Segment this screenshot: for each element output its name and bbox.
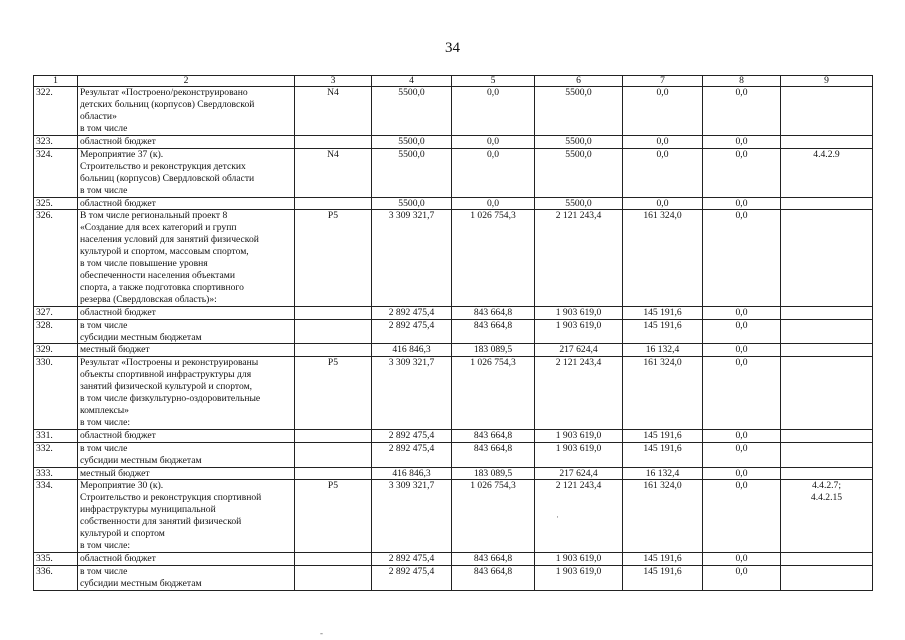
- value-cell-col8: 0,0: [703, 344, 781, 357]
- value-cell-col6: 217 624,4: [535, 467, 623, 480]
- value-cell-col5: 843 664,8: [452, 429, 535, 442]
- value-cell-col4: 2 892 475,4: [372, 442, 452, 467]
- value-cell-col8: 0,0: [703, 429, 781, 442]
- code-cell: [295, 344, 372, 357]
- header-cell: 5: [452, 76, 535, 87]
- value-cell-col5: 843 664,8: [452, 442, 535, 467]
- header-cell: 1: [34, 76, 78, 87]
- row-number-cell: 325.: [34, 197, 78, 210]
- value-cell-col6: 1 903 619,0: [535, 306, 623, 319]
- description-cell: в том числе субсидии местным бюджетам: [78, 442, 295, 467]
- value-cell-col5: 843 664,8: [452, 565, 535, 590]
- value-cell-col8: 0,0: [703, 210, 781, 306]
- value-cell-col8: 0,0: [703, 467, 781, 480]
- header-cell: 8: [703, 76, 781, 87]
- value-cell-col6: 1 903 619,0: [535, 565, 623, 590]
- value-cell-col5: 1 026 754,3: [452, 480, 535, 552]
- reference-cell: [781, 552, 873, 565]
- value-cell-col6: 1 903 619,0: [535, 319, 623, 344]
- code-cell: P5: [295, 210, 372, 306]
- row-number-cell: 323.: [34, 136, 78, 149]
- description-cell: в том числе субсидии местным бюджетам: [78, 565, 295, 590]
- description-cell: областной бюджет: [78, 552, 295, 565]
- value-cell-col5: 843 664,8: [452, 306, 535, 319]
- row-number-cell: 335.: [34, 552, 78, 565]
- code-cell: [295, 467, 372, 480]
- code-cell: [295, 552, 372, 565]
- value-cell-col4: 5500,0: [372, 87, 452, 136]
- code-cell: [295, 306, 372, 319]
- table-row: [34, 136, 873, 149]
- code-cell: [295, 319, 372, 344]
- table-body: [34, 76, 873, 591]
- value-cell-col6: 2 121 243,4: [535, 357, 623, 429]
- value-cell-col5: 0,0: [452, 87, 535, 136]
- value-cell-col4: 3 309 321,7: [372, 480, 452, 552]
- value-cell-col4: 5500,0: [372, 148, 452, 197]
- value-cell-col6: 5500,0: [535, 148, 623, 197]
- table-row: [34, 467, 873, 480]
- value-cell-col7: 145 191,6: [623, 429, 703, 442]
- table-row: [34, 306, 873, 319]
- description-cell: областной бюджет: [78, 306, 295, 319]
- description-cell: Мероприятие 37 (к). Строительство и реконструкция детских больниц (корпусов) Свердловской области в том числе: [78, 148, 295, 197]
- value-cell-col8: 0,0: [703, 197, 781, 210]
- reference-cell: [781, 136, 873, 149]
- row-number-cell: 328.: [34, 319, 78, 344]
- table-row: [34, 442, 873, 467]
- description-cell: областной бюджет: [78, 197, 295, 210]
- value-cell-col7: 145 191,6: [623, 319, 703, 344]
- row-number-cell: 330.: [34, 357, 78, 429]
- table-row: [34, 148, 873, 197]
- table-row: [34, 565, 873, 590]
- value-cell-col6: 5500,0: [535, 197, 623, 210]
- value-cell-col4: 416 846,3: [372, 467, 452, 480]
- description-cell: Результат «Построены и реконструированы объекты спортивной инфраструктуры для занятий физической культурой и спортом, в том числе физкультурно-оздоровительные комплексы» в том числе:: [78, 357, 295, 429]
- code-cell: N4: [295, 87, 372, 136]
- value-cell-col7: 0,0: [623, 197, 703, 210]
- row-number-cell: 329.: [34, 344, 78, 357]
- page-number: 34: [445, 40, 460, 56]
- value-cell-col4: 2 892 475,4: [372, 319, 452, 344]
- row-number-cell: 331.: [34, 429, 78, 442]
- reference-cell: [781, 357, 873, 429]
- value-cell-col7: 161 324,0: [623, 480, 703, 552]
- value-cell-col7: 161 324,0: [623, 357, 703, 429]
- row-number-cell: 333.: [34, 467, 78, 480]
- value-cell-col5: 0,0: [452, 136, 535, 149]
- row-number-cell: 334.: [34, 480, 78, 552]
- table-row: [34, 210, 873, 306]
- value-cell-col4: 3 309 321,7: [372, 210, 452, 306]
- reference-cell: 4.4.2.9: [781, 148, 873, 197]
- value-cell-col4: 416 846,3: [372, 344, 452, 357]
- value-cell-col5: 1 026 754,3: [452, 210, 535, 306]
- table-row: [34, 197, 873, 210]
- table-row: [34, 480, 873, 552]
- reference-cell: 4.4.2.7; 4.4.2.15: [781, 480, 873, 552]
- code-cell: [295, 197, 372, 210]
- reference-cell: [781, 565, 873, 590]
- value-cell-col7: 145 191,6: [623, 442, 703, 467]
- row-number-cell: 324.: [34, 148, 78, 197]
- value-cell-col7: 145 191,6: [623, 565, 703, 590]
- code-cell: [295, 136, 372, 149]
- scan-speck: -: [320, 628, 323, 638]
- header-cell: 2: [78, 76, 295, 87]
- header-cell: 7: [623, 76, 703, 87]
- value-cell-col7: 0,0: [623, 148, 703, 197]
- value-cell-col5: 1 026 754,3: [452, 357, 535, 429]
- table-row: [34, 429, 873, 442]
- value-cell-col4: 3 309 321,7: [372, 357, 452, 429]
- description-cell: областной бюджет: [78, 429, 295, 442]
- table-row: [34, 319, 873, 344]
- code-cell: P5: [295, 480, 372, 552]
- scan-speck: ·: [556, 512, 559, 522]
- reference-cell: [781, 319, 873, 344]
- value-cell-col6: 2 121 243,4: [535, 480, 623, 552]
- value-cell-col8: 0,0: [703, 87, 781, 136]
- value-cell-col5: 0,0: [452, 197, 535, 210]
- value-cell-col8: 0,0: [703, 148, 781, 197]
- value-cell-col8: 0,0: [703, 357, 781, 429]
- row-number-cell: 326.: [34, 210, 78, 306]
- row-number-cell: 332.: [34, 442, 78, 467]
- value-cell-col4: 5500,0: [372, 136, 452, 149]
- code-cell: [295, 442, 372, 467]
- reference-cell: [781, 210, 873, 306]
- value-cell-col7: 16 132,4: [623, 344, 703, 357]
- value-cell-col6: 1 903 619,0: [535, 442, 623, 467]
- budget-table: [33, 75, 873, 591]
- header-cell: 3: [295, 76, 372, 87]
- reference-cell: [781, 442, 873, 467]
- reference-cell: [781, 197, 873, 210]
- value-cell-col8: 0,0: [703, 306, 781, 319]
- code-cell: P5: [295, 357, 372, 429]
- value-cell-col8: 0,0: [703, 136, 781, 149]
- value-cell-col7: 161 324,0: [623, 210, 703, 306]
- value-cell-col6: 1 903 619,0: [535, 429, 623, 442]
- code-cell: [295, 429, 372, 442]
- table-row: [34, 552, 873, 565]
- value-cell-col6: 217 624,4: [535, 344, 623, 357]
- value-cell-col4: 2 892 475,4: [372, 306, 452, 319]
- row-number-cell: 322.: [34, 87, 78, 136]
- value-cell-col7: 145 191,6: [623, 306, 703, 319]
- table-row: [34, 344, 873, 357]
- value-cell-col6: 5500,0: [535, 87, 623, 136]
- value-cell-col5: 183 089,5: [452, 344, 535, 357]
- description-cell: областной бюджет: [78, 136, 295, 149]
- value-cell-col8: 0,0: [703, 565, 781, 590]
- value-cell-col7: 0,0: [623, 87, 703, 136]
- description-cell: в том числе субсидии местным бюджетам: [78, 319, 295, 344]
- value-cell-col6: 2 121 243,4: [535, 210, 623, 306]
- description-cell: Мероприятие 30 (к). Строительство и реконструкция спортивной инфраструктуры муниципальной собственности для занятий физической культурой и спортом в том числе:: [78, 480, 295, 552]
- value-cell-col7: 0,0: [623, 136, 703, 149]
- reference-cell: [781, 306, 873, 319]
- description-cell: В том числе региональный проект 8 «Создание для всех категорий и групп населения условий для занятий физической культурой и спортом, массовым спортом, в том числе повышение уровня обеспеченности населения объектами спорта, а также подготовка спортивного резерва (Свердловская область)»:: [78, 210, 295, 306]
- value-cell-col8: 0,0: [703, 319, 781, 344]
- value-cell-col8: 0,0: [703, 442, 781, 467]
- table-row: [34, 357, 873, 429]
- value-cell-col6: 5500,0: [535, 136, 623, 149]
- row-number-cell: 327.: [34, 306, 78, 319]
- value-cell-col5: 0,0: [452, 148, 535, 197]
- description-cell: местный бюджет: [78, 467, 295, 480]
- value-cell-col4: 2 892 475,4: [372, 565, 452, 590]
- reference-cell: [781, 429, 873, 442]
- code-cell: N4: [295, 148, 372, 197]
- header-cell: 9: [781, 76, 873, 87]
- value-cell-col4: 2 892 475,4: [372, 429, 452, 442]
- value-cell-col7: 145 191,6: [623, 552, 703, 565]
- reference-cell: [781, 87, 873, 136]
- value-cell-col5: 843 664,8: [452, 319, 535, 344]
- value-cell-col8: 0,0: [703, 552, 781, 565]
- value-cell-col5: 183 089,5: [452, 467, 535, 480]
- value-cell-col5: 843 664,8: [452, 552, 535, 565]
- value-cell-col4: 5500,0: [372, 197, 452, 210]
- value-cell-col7: 16 132,4: [623, 467, 703, 480]
- reference-cell: [781, 344, 873, 357]
- header-row: [34, 76, 873, 87]
- table-row: [34, 87, 873, 136]
- header-cell: 6: [535, 76, 623, 87]
- description-cell: местный бюджет: [78, 344, 295, 357]
- value-cell-col6: 1 903 619,0: [535, 552, 623, 565]
- header-cell: 4: [372, 76, 452, 87]
- code-cell: [295, 565, 372, 590]
- reference-cell: [781, 467, 873, 480]
- description-cell: Результат «Построено/реконструировано детских больниц (корпусов) Свердловской области» в том числе: [78, 87, 295, 136]
- value-cell-col8: 0,0: [703, 480, 781, 552]
- row-number-cell: 336.: [34, 565, 78, 590]
- value-cell-col4: 2 892 475,4: [372, 552, 452, 565]
